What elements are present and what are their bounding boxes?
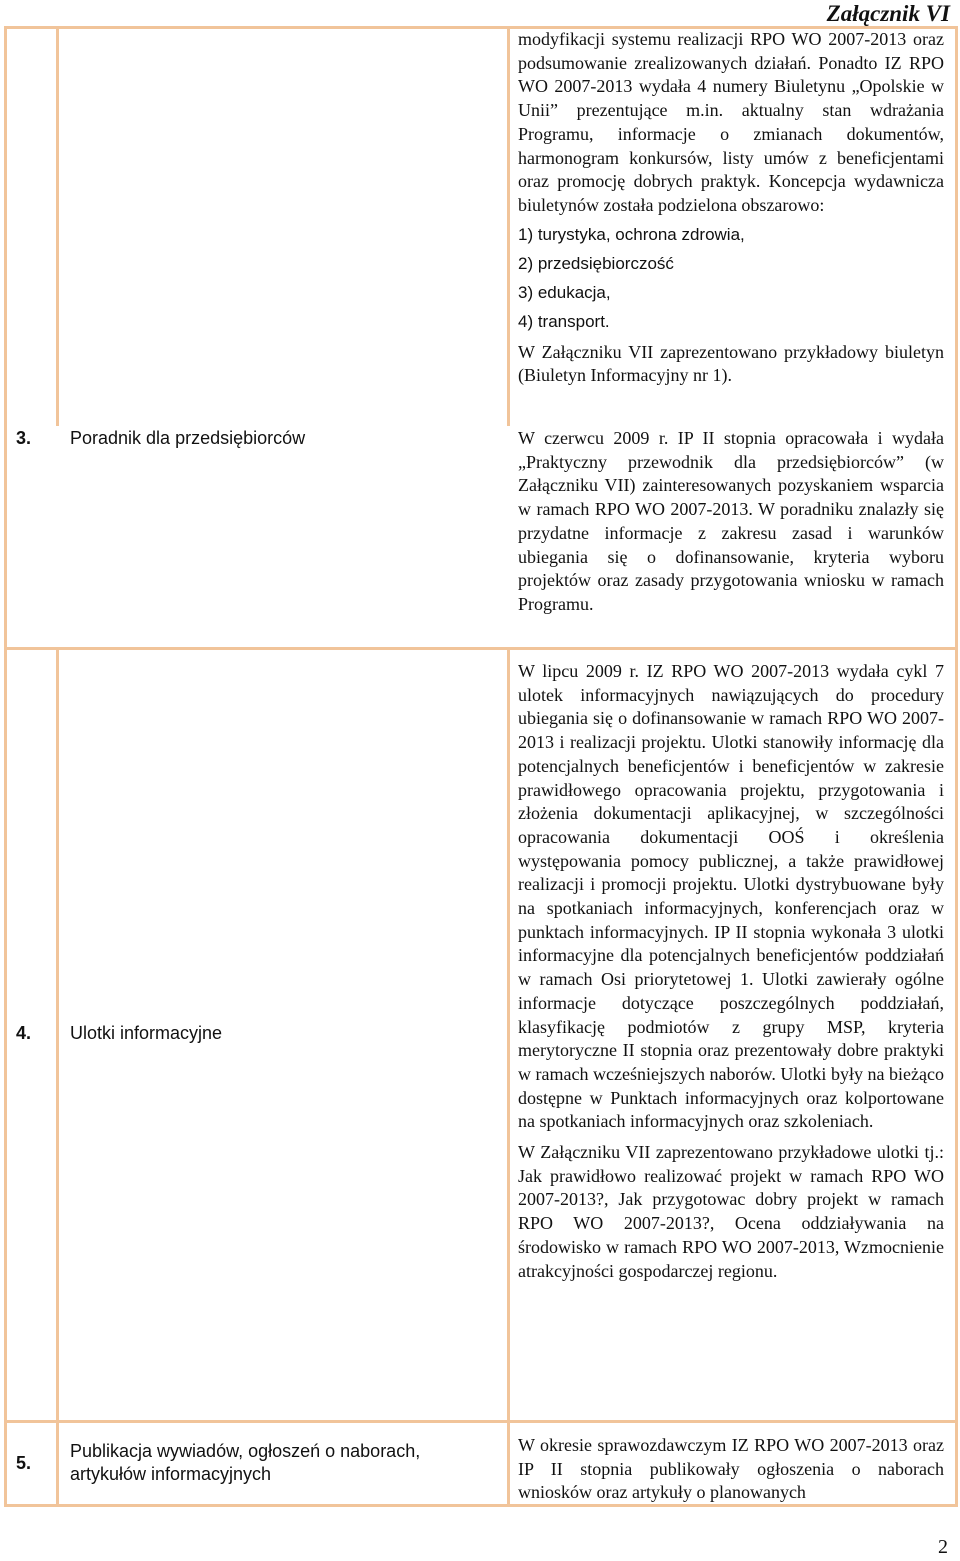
row-5-title: Publikacja wywiadów, ogłoszeń o naborach, artykułów informacyjnych: [70, 1441, 421, 1484]
table-divider-text: [507, 648, 510, 1506]
table-divider-text: [507, 26, 510, 426]
row-5-number: 5.: [16, 1453, 32, 1473]
row-1-closing: W Załączniku VII zaprezentowano przykładowy biuletyn (Biuletyn Informacyjny nr 1).: [518, 341, 944, 386]
table-row-separator: [4, 1420, 958, 1423]
row-1-paragraph: modyfikacji systemu realizacji RPO WO 2007-2013 oraz podsumowanie zrealizowanych działań. Ponadto IZ RPO WO 2007-2013 wydała 4 numery Biuletynu „Opolskie w Unii” prezentujące m.in. aktualny stan wdrażania Programu, informacje o zmianach dokumentów, harmonogram konkursów, listy umów z beneficjentami oraz promocję dobrych praktyk. Koncepcja wydawnicza biuletynów została podzielona obszarowo:: [518, 29, 944, 215]
table-border-left: [4, 26, 7, 1506]
row-4-description: [518, 660, 944, 1283]
row-3-description: [518, 427, 944, 617]
table-divider-number: [56, 26, 59, 426]
row-1-list-item: 1) turystyka, ochrona zdrowia,: [518, 224, 745, 244]
row-1-list-item: 3) edukacja,: [518, 282, 611, 302]
row-4-paragraph: W lipcu 2009 r. IZ RPO WO 2007-2013 wydała cykl 7 ulotek informacyjnych nawiązujących do procedury ubiegania się o dofinansowanie w ramach RPO WO 2007-2013 i realizacji projektu. Ulotki stanowiły informację dla potencjalnych beneficjentów i beneficjentów w zakresie prawidłowego opracowania projektu, przygotowania i złożenia dokumentacji aplikacyjnej, w szczególności opracowania dokumentacji OOŚ i określenia występowania pomocy publicznej, a także prawidłowej realizacji i promocji projektu. Ulotki dystrybuowane były na spotkaniach informacyjnych, konferencjach oraz w punktach informacyjnych. IP II stopnia wykonała 3 ulotki informacyjne dla potencjalnych beneficjentów poddziałań w ramach Osi priorytetowej 1. Ulotki zawierały ogólne informacje dotyczące poszczególnych poddziałań, klasyfikację podmiotów z grupy MSP, kryteria merytoryczne II stopnia oraz prezentowały dobre praktyki w ramach wcześniejszych naborów. Ulotki były na bieżąco dostępne w Punktach informacyjnych oraz kolportowane na spotkaniach informacyjnych oraz szkoleniach.: [518, 661, 944, 1132]
annex-label: Załącznik VI: [826, 1, 950, 26]
row-5-paragraph: W okresie sprawozdawczym IZ RPO WO 2007-2013 oraz IP II stopnia publikowały ogłoszenia o naborach wniosków oraz artykuły o planowanych: [518, 1435, 944, 1503]
row-1-description: [518, 28, 944, 388]
row-3-title: Poradnik dla przedsiębiorców: [70, 428, 306, 448]
row-4-number: 4.: [16, 1023, 32, 1043]
row-5-description: [518, 1434, 944, 1505]
table-divider-number: [56, 648, 59, 1506]
row-1-list-item: 2) przedsiębiorczość: [518, 253, 674, 273]
row-4-closing: W Załączniku VII zaprezentowano przykładowe ulotki tj.: Jak prawidłowo realizować projekt w ramach RPO WO 2007-2013?, Jak przygotowac dobry projekt w ramach RPO WO 2007-2013?, Ocena oddziaływania na środowisko w ramach RPO WO 2007-2013, Wzmocnienie atrakcyjności gospodarczej regionu.: [518, 1142, 944, 1281]
row-1-list-item: 4) transport.: [518, 311, 610, 331]
page-number: 2: [938, 1536, 948, 1558]
table-row-separator: [4, 647, 958, 650]
table-border-right: [955, 26, 958, 1506]
row-3-paragraph: W czerwcu 2009 r. IP II stopnia opracowała i wydała „Praktyczny przewodnik dla przedsiębiorców” (w Załączniku VII) zainteresowanych pozyskaniem wsparcia w ramach RPO WO 2007-2013. W poradniku znalazły się przydatne informacje z zakresu zasad i warunków ubiegania się o dofinansowanie, kryteria wyboru projektów oraz zasady przygotowania wniosku w ramach Programu.: [518, 428, 944, 614]
row-4-title: Ulotki informacyjne: [70, 1023, 223, 1043]
row-3-number: 3.: [16, 428, 32, 448]
